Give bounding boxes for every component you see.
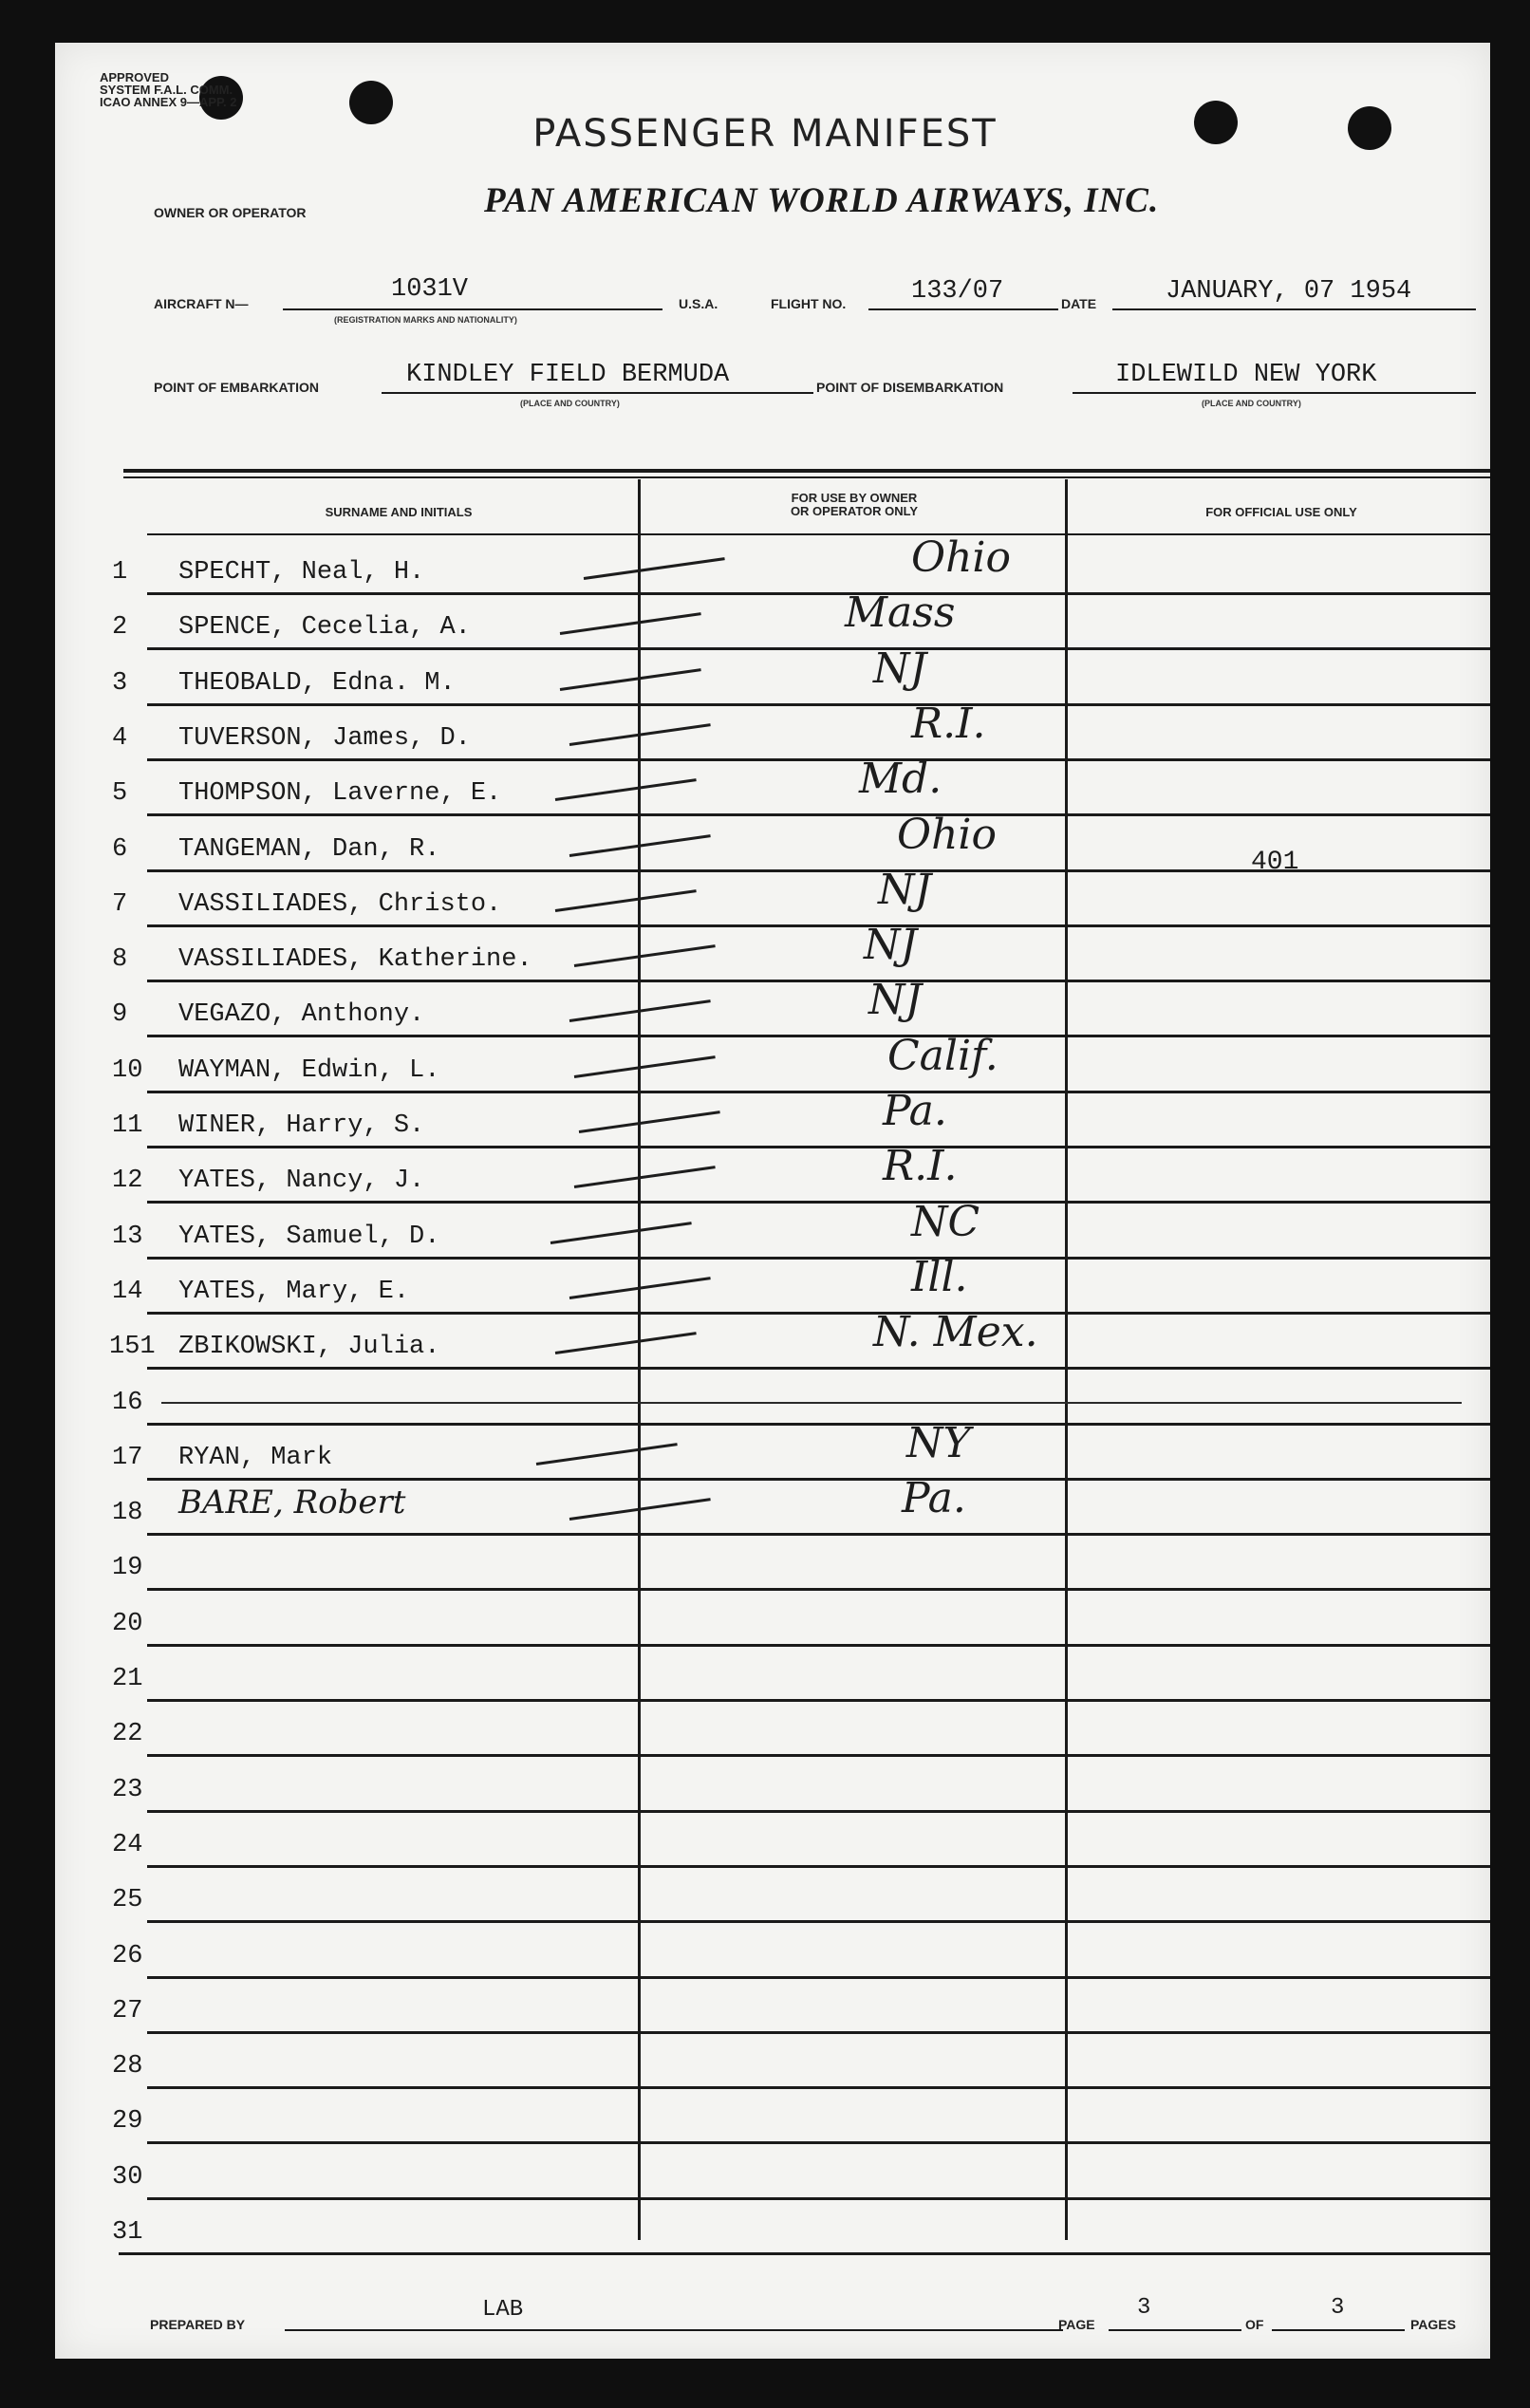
table-top-rule-2 — [123, 476, 1490, 478]
row-rule — [147, 980, 1490, 982]
row-number: 25 — [112, 1886, 143, 1915]
row-number: 2 — [112, 613, 128, 643]
passenger-name: THEOBALD, Edna. M. — [178, 668, 456, 698]
row-rule — [147, 2086, 1490, 2089]
date-label: DATE — [1061, 296, 1097, 311]
row-number: 22 — [112, 1720, 143, 1749]
disembark-underline — [1073, 392, 1476, 394]
row-number: 10 — [112, 1055, 143, 1085]
of-value: 3 — [1331, 2295, 1345, 2321]
row-number: 26 — [112, 1941, 143, 1970]
pages-label: PAGES — [1410, 2317, 1456, 2332]
row-number: 21 — [112, 1665, 143, 1693]
passenger-name: THOMPSON, Laverne, E. — [178, 779, 502, 809]
passenger-name: RYAN, Mark — [178, 1443, 333, 1472]
aircraft-value: 1031V — [391, 275, 469, 304]
row-rule — [147, 1257, 1490, 1260]
aircraft-underline — [283, 308, 662, 310]
footer-rule — [119, 2252, 1485, 2255]
passenger-state: NJ — [864, 921, 918, 970]
passenger-state: Ohio — [911, 533, 1011, 582]
row-rule — [147, 758, 1490, 761]
passenger-name: WAYMAN, Edwin, L. — [178, 1055, 440, 1085]
official-note: 401 — [1251, 848, 1299, 877]
passenger-state: NY — [906, 1418, 971, 1467]
row-rule — [147, 1312, 1490, 1315]
row-number: 5 — [112, 779, 128, 809]
row-rule — [147, 1091, 1490, 1093]
flight-label: FLIGHT NO. — [771, 296, 847, 311]
passenger-state: N. Mex. — [873, 1308, 1038, 1357]
row-rule — [147, 1478, 1490, 1481]
page-value: 3 — [1137, 2295, 1151, 2321]
passenger-name: TANGEMAN, Dan, R. — [178, 834, 440, 864]
row-number: 14 — [112, 1277, 143, 1306]
passenger-state: Pa. — [902, 1474, 966, 1523]
row-rule — [147, 2197, 1490, 2200]
approval-stamp: APPROVED SYSTEM F.A.L. COMM. ICAO ANNEX 9—APP. 2 — [100, 70, 237, 109]
row-rule — [147, 1588, 1490, 1591]
column-header-surname: SURNAME AND INITIALS — [325, 505, 473, 519]
passenger-state: Ill. — [911, 1252, 968, 1301]
passenger-name: YATES, Samuel, D. — [178, 1222, 440, 1251]
prepared-value: LAB — [482, 2297, 524, 2323]
passenger-state: NJ — [868, 976, 923, 1025]
page-underline — [1109, 2329, 1241, 2331]
passenger-state: Pa. — [883, 1087, 947, 1135]
row-rule — [147, 924, 1490, 927]
row-rule — [147, 1533, 1490, 1536]
row-number: 31 — [112, 2218, 143, 2247]
row-number: 13 — [112, 1222, 143, 1251]
registration-note: (REGISTRATION MARKS AND NATIONALITY) — [334, 315, 517, 325]
strike-line — [161, 1402, 1462, 1404]
passenger-state: NJ — [873, 644, 927, 693]
row-number: 4 — [112, 723, 128, 753]
passenger-name: VASSILIADES, Christo. — [178, 889, 502, 919]
passenger-name: YATES, Nancy, J. — [178, 1167, 425, 1196]
flight-value: 133/07 — [911, 277, 1004, 306]
page-label: PAGE — [1058, 2317, 1095, 2332]
passenger-state: Mass — [845, 588, 956, 638]
passenger-state: Md. — [859, 755, 942, 804]
row-number: 3 — [112, 668, 128, 698]
row-rule — [147, 813, 1490, 816]
row-rule — [147, 1644, 1490, 1647]
row-number: 11 — [112, 1111, 143, 1140]
passenger-state: NC — [911, 1197, 980, 1246]
column-header-owner-use: FOR USE BY OWNER OR OPERATOR ONLY — [790, 491, 919, 518]
column-header-official: FOR OFFICIAL USE ONLY — [1205, 505, 1357, 519]
row-number: 8 — [112, 945, 128, 975]
row-rule — [147, 1146, 1490, 1148]
row-number: 30 — [112, 2162, 143, 2192]
company-name: PAN AMERICAN WORLD AIRWAYS, INC. — [484, 181, 1160, 220]
date-value: JANUARY, 07 1954 — [1166, 277, 1412, 306]
embark-note: (PLACE AND COUNTRY) — [520, 399, 620, 408]
row-number: 7 — [112, 889, 128, 919]
row-rule — [147, 1035, 1490, 1037]
passenger-state: Calif. — [887, 1031, 998, 1080]
row-number: 1 — [112, 558, 128, 587]
passenger-name: VEGAZO, Anthony. — [178, 1000, 425, 1030]
passenger-state: Ohio — [897, 810, 997, 859]
flight-underline — [868, 308, 1058, 310]
table-top-rule — [123, 469, 1490, 473]
row-rule — [147, 1754, 1490, 1757]
passenger-name: BARE, Robert — [178, 1484, 406, 1522]
row-rule — [147, 647, 1490, 650]
passenger-name: WINER, Harry, S. — [178, 1111, 425, 1140]
passenger-state: R.I. — [911, 699, 986, 748]
disembark-note: (PLACE AND COUNTRY) — [1202, 399, 1301, 408]
row-rule — [147, 1367, 1490, 1370]
prepared-underline — [285, 2329, 1063, 2331]
passenger-name: VASSILIADES, Katherine. — [178, 945, 532, 975]
disembark-label: POINT OF DISEMBARKATION — [816, 380, 1004, 395]
row-number: 23 — [112, 1775, 143, 1804]
row-rule — [147, 592, 1490, 595]
row-rule — [147, 1423, 1490, 1426]
row-rule — [147, 1699, 1490, 1702]
usa-label: U.S.A. — [679, 296, 718, 311]
row-number: 18 — [112, 1499, 143, 1528]
passenger-state: NJ — [878, 865, 932, 914]
row-number: 12 — [112, 1167, 143, 1196]
passenger-name: SPECHT, Neal, H. — [178, 558, 425, 587]
passenger-name: SPENCE, Cecelia, A. — [178, 613, 471, 643]
row-number: 16 — [112, 1388, 143, 1417]
passenger-name: YATES, Mary, E. — [178, 1277, 410, 1306]
owner-label: OWNER OR OPERATOR — [154, 205, 307, 220]
row-number: 9 — [112, 1000, 128, 1030]
row-rule — [147, 2141, 1490, 2144]
row-number: 151 — [109, 1333, 156, 1362]
disembark-value: IDLEWILD NEW YORK — [1115, 361, 1377, 389]
row-number: 28 — [112, 2052, 143, 2081]
row-rule — [147, 1920, 1490, 1923]
row-number: 6 — [112, 834, 128, 864]
passenger-state: R.I. — [883, 1142, 958, 1191]
passenger-name: ZBIKOWSKI, Julia. — [178, 1333, 440, 1362]
embark-value: KINDLEY FIELD BERMUDA — [406, 361, 730, 389]
row-number: 17 — [112, 1443, 143, 1472]
embark-underline — [382, 392, 813, 394]
row-rule — [147, 2031, 1490, 2034]
header-bottom-rule — [147, 533, 1490, 535]
passenger-name: TUVERSON, James, D. — [178, 723, 471, 753]
page-title: PASSENGER MANIFEST — [532, 112, 998, 156]
prepared-label: PREPARED BY — [150, 2317, 246, 2332]
row-rule — [147, 1865, 1490, 1868]
of-label: OF — [1245, 2317, 1264, 2332]
row-number: 27 — [112, 1996, 143, 2025]
row-rule — [147, 1976, 1490, 1979]
row-rule — [147, 703, 1490, 706]
row-number: 24 — [112, 1830, 143, 1859]
row-number: 20 — [112, 1609, 143, 1638]
row-number: 29 — [112, 2107, 143, 2137]
aircraft-label: AIRCRAFT N— — [154, 296, 249, 311]
of-underline — [1272, 2329, 1405, 2331]
date-underline — [1112, 308, 1476, 310]
row-rule — [147, 1201, 1490, 1204]
row-rule — [147, 1810, 1490, 1813]
row-number: 19 — [112, 1554, 143, 1583]
embark-label: POINT OF EMBARKATION — [154, 380, 319, 395]
